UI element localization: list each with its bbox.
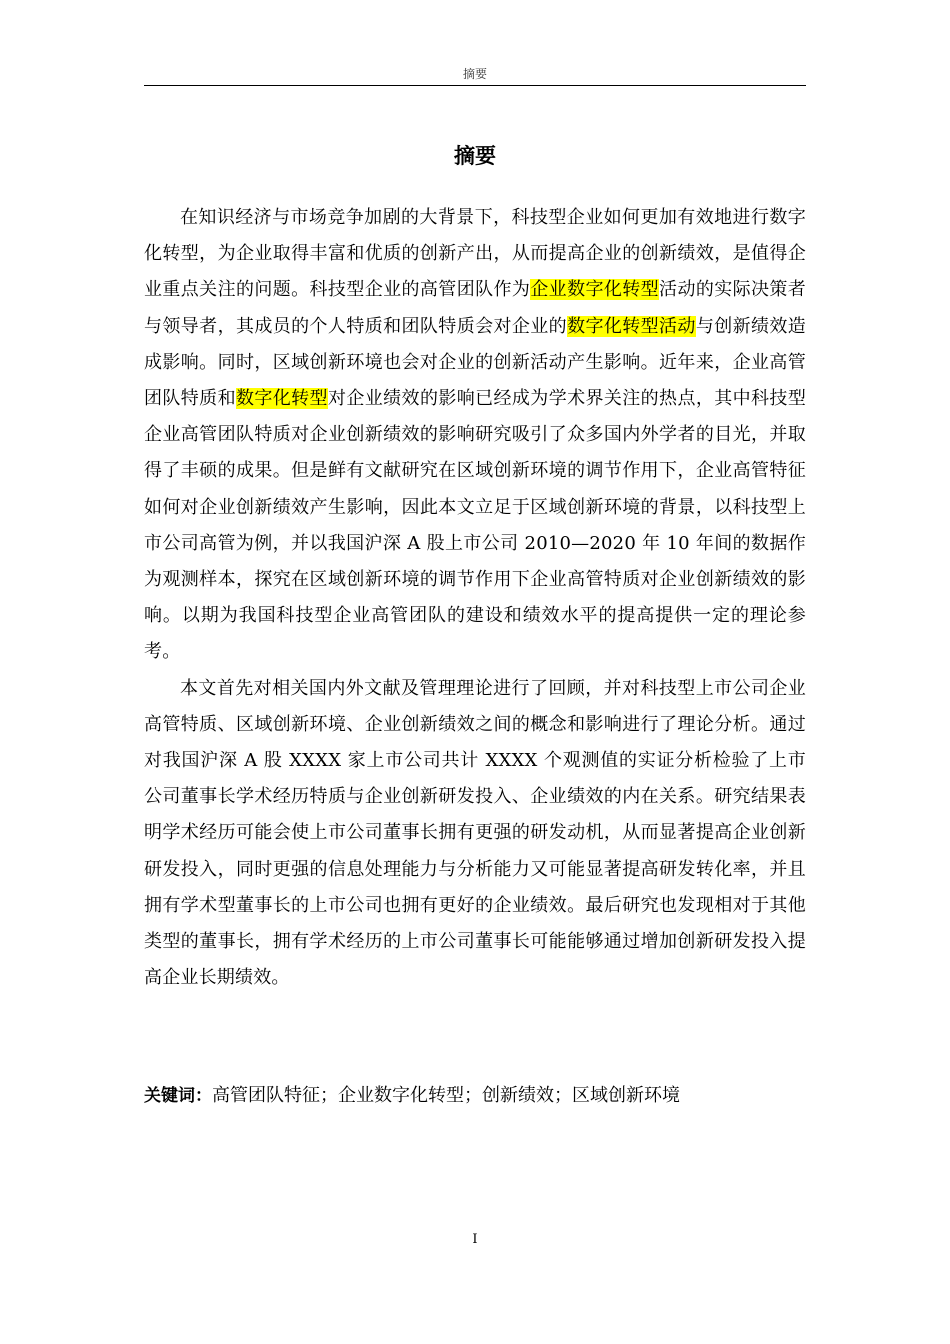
keywords-text: 高管团队特征；企业数字化转型；创新绩效；区域创新环境 xyxy=(212,1085,680,1106)
abstract-paragraph-1 xyxy=(144,200,806,671)
keywords-line xyxy=(144,1080,806,1112)
page-number: I xyxy=(472,1232,478,1247)
paragraph-text: 活动的实际决策者与领导者，其成员的个人特质和团队特质会对企业的 xyxy=(144,279,807,337)
paragraph-text: 与创新绩效造成影响。同时，区域创新环境也会对企业的创新活动产生影响。近年来，企业高管团队特质和 xyxy=(144,315,806,410)
abstract-body xyxy=(144,200,806,996)
header-rule xyxy=(144,85,806,86)
page-title: 摘要 xyxy=(454,144,496,168)
paragraph-text: 对企业绩效的影响已经成为学术界关注的热点，其中科技型企业高管团队特质对企业创新绩效的影响研究吸引了众多国内外学者的目光，并取得了丰硕的成果。但是鲜有文献研究在区域创新环境的调节作用下，企业高管特征如何对企业创新绩效产生影响，因此本文立足于区域创新环境的背景，以科技型上市公司高管为例，并以我国沪深 A 股上市公司 2010—2020 年 10 年间的数据作为观测样本，探究在区域创新环境的调节作用下企业高管特质对企业创新绩效的影响。以期为我国科技型企业高管团队的建设和绩效水平的提高提供一定的理论参考。 xyxy=(144,388,807,663)
abstract-paragraph-2 xyxy=(144,671,806,997)
highlighted-term: 企业数字化转型 xyxy=(530,279,660,301)
paragraph-text: 本文首先对相关国内外文献及管理理论进行了回顾，并对科技型上市公司企业高管特质、区域创新环境、企业创新绩效之间的概念和影响进行了理论分析。通过对我国沪深 A 股 XXXX 家上市公司共计 XXXX 个观测值的实证分析检验了上市公司董事长学术经历特质与企业创新研发投入、企业绩效的内在关系。研究结果表明学术经历可能会使上市公司董事长拥有更强的研发动机，从而显著提高企业创新研发投入，同时更强的信息处理能力与分析能力又可能显著提高研发转化率，并且拥有学术型董事长的上市公司也拥有更好的企业绩效。最后研究也发现相对于其他类型的董事长，拥有学术经历的上市公司董事长可能能够通过增加创新研发投入提高企业长期绩效。 xyxy=(144,677,806,989)
keywords-label: 关键词： xyxy=(144,1086,212,1106)
running-header: 摘要 xyxy=(462,67,487,81)
highlighted-term: 数字化转型活动 xyxy=(567,315,696,337)
highlighted-term: 数字化转型 xyxy=(235,388,328,410)
paragraph-text: 在知识经济与市场竞争加剧的大背景下，科技型企业如何更加有效地进行数字化转型，为企业取得丰富和优质的创新产出，从而提高企业的创新绩效，是值得企业重点关注的问题。科技型企业的高管团队作为 xyxy=(144,207,806,301)
